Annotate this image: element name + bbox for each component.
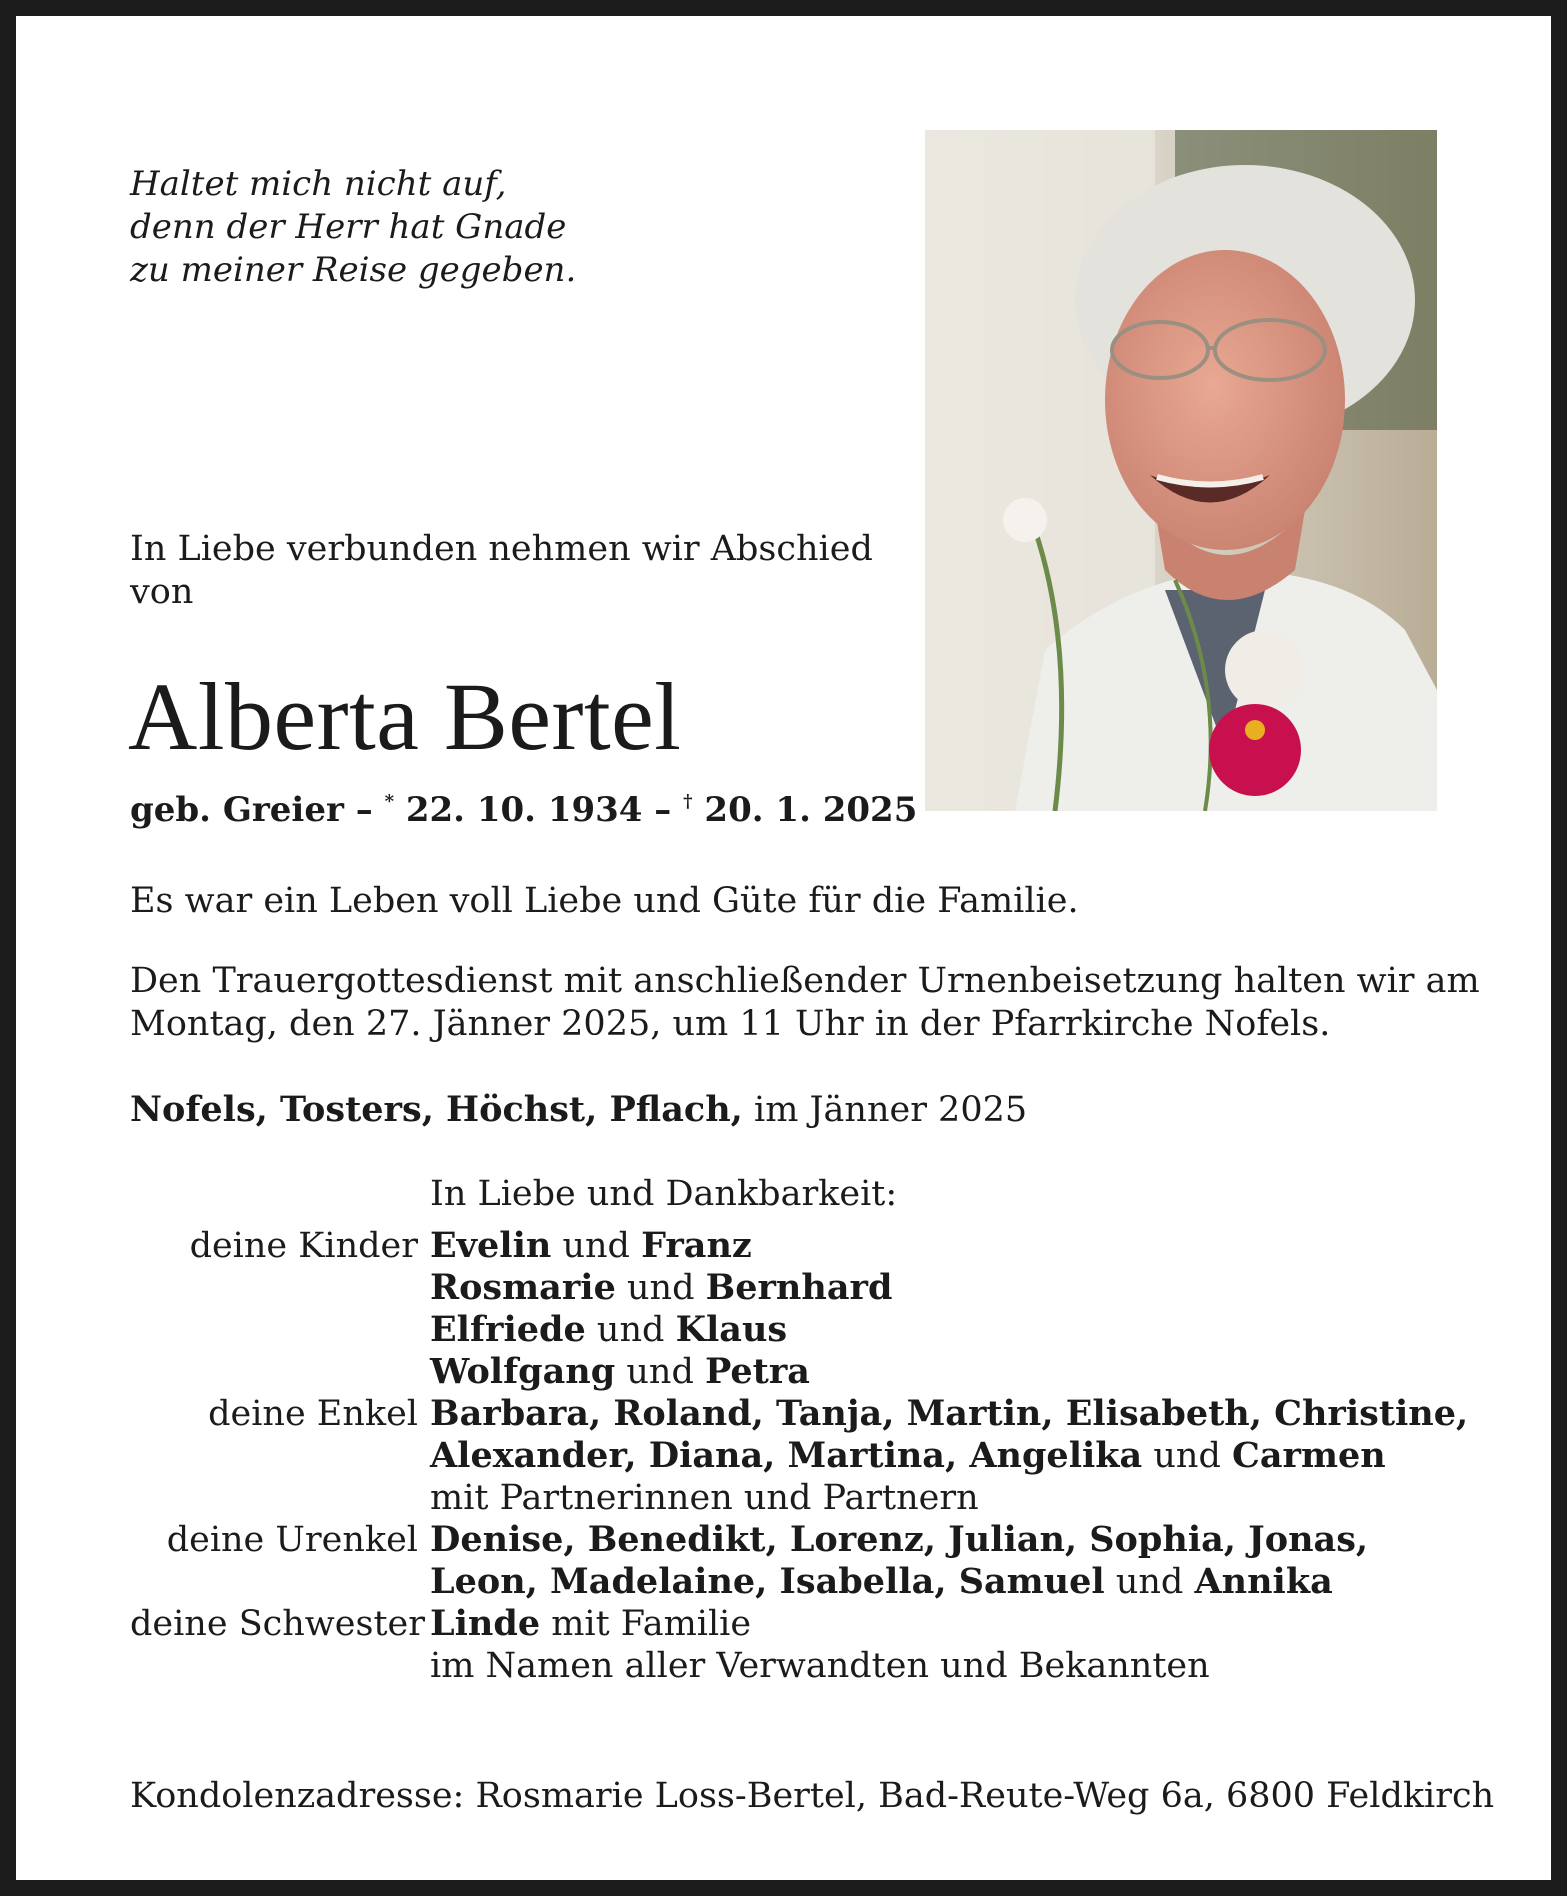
partner-name: Klaus xyxy=(675,1309,788,1350)
service-announcement xyxy=(130,960,1480,1046)
partner-name: Petra xyxy=(705,1351,810,1392)
grandchildren-names: Alexander, Diana, Martina, Angelika xyxy=(430,1435,1143,1476)
intro-text xyxy=(130,528,890,614)
life-statement: Es war ein Leben voll Liebe und Güte für die Familie. xyxy=(130,881,1079,921)
children-group xyxy=(130,1225,1450,1393)
child-name: Elfriede xyxy=(430,1309,586,1350)
child-name: Evelin xyxy=(430,1225,552,1266)
condolence-address: Kondolenzadresse: Rosmarie Loss-Bertel, Bad-Reute-Weg 6a, 6800 Feldkirch xyxy=(130,1776,1495,1816)
locations: Nofels, Tosters, Höchst, Pflach, xyxy=(130,1089,743,1130)
motto-line: denn der Herr hat Gnade xyxy=(130,207,567,247)
closing-line: im Namen aller Verwandten und Bekannten xyxy=(430,1646,1210,1686)
grandchild-name: Carmen xyxy=(1232,1435,1386,1476)
conjunction: und xyxy=(1115,1562,1184,1602)
child-couple xyxy=(430,1309,1450,1351)
motto-quote xyxy=(130,163,830,292)
intro-line: In Liebe verbunden nehmen wir Abschied xyxy=(130,529,873,569)
sister-line xyxy=(430,1603,1450,1645)
sister-label: deine Schwester xyxy=(130,1604,425,1644)
conjunction: und xyxy=(626,1352,694,1392)
sister-suffix: mit Familie xyxy=(551,1604,752,1644)
grandchildren-label: deine Enkel xyxy=(208,1394,418,1434)
partner-name: Bernhard xyxy=(705,1267,893,1308)
conjunction: und xyxy=(1153,1436,1221,1476)
mourners-heading: In Liebe und Dankbarkeit: xyxy=(430,1174,898,1214)
grandchildren-group xyxy=(130,1393,1469,1519)
mourners-list xyxy=(130,1225,1469,1687)
birth-symbol: * xyxy=(384,791,395,812)
place-date-line xyxy=(130,1088,1450,1132)
great-grandchild-name: Annika xyxy=(1194,1561,1333,1602)
sister-group xyxy=(130,1603,1450,1687)
grandchildren-partners: mit Partnerinnen und Partnern xyxy=(430,1478,979,1518)
children-label: deine Kinder xyxy=(189,1226,418,1266)
motto-line: zu meiner Reise gegeben. xyxy=(130,250,577,290)
portrait-photo xyxy=(925,130,1437,811)
service-line: Den Trauergottesdienst mit anschließender Urnenbeisetzung halten wir am xyxy=(130,961,1480,1001)
conjunction: und xyxy=(596,1310,665,1350)
intro-line: von xyxy=(130,572,194,612)
birth-name: geb. Greier xyxy=(130,790,344,830)
great-grandchildren-names: Leon, Madelaine, Isabella, Samuel xyxy=(430,1561,1105,1602)
child-name: Wolfgang xyxy=(430,1351,616,1392)
birth-date: 22. 10. 1934 xyxy=(405,790,643,830)
grandchildren-line xyxy=(430,1435,1468,1477)
service-line: Montag, den 27. Jänner 2025, um 11 Uhr in der Pfarrkirche Nofels. xyxy=(130,1004,1331,1044)
child-couple xyxy=(430,1351,1450,1393)
place-date: im Jänner 2025 xyxy=(754,1090,1028,1130)
child-couple xyxy=(430,1267,1450,1309)
portrait-illustration xyxy=(925,130,1437,811)
sister-name: Linde xyxy=(430,1603,541,1644)
grandchildren-line: Barbara, Roland, Tanja, Martin, Elisabeth, Christine, xyxy=(430,1393,1469,1434)
partner-name: Franz xyxy=(641,1225,752,1266)
life-dates: geb. Greier – * 22. 10. 1934 – † 20. 1. 2025 xyxy=(130,790,918,830)
great-grandchildren-group xyxy=(130,1519,1450,1603)
child-couple xyxy=(430,1225,1450,1267)
great-grandchildren-line xyxy=(430,1561,1450,1603)
motto-line: Haltet mich nicht auf, xyxy=(130,164,507,204)
deceased-name: Alberta Bertel xyxy=(128,663,682,770)
death-date: 20. 1. 2025 xyxy=(704,790,918,830)
death-symbol: † xyxy=(683,791,693,812)
conjunction: und xyxy=(562,1226,630,1266)
child-name: Rosmarie xyxy=(430,1267,616,1308)
conjunction: und xyxy=(627,1268,695,1308)
great-grandchildren-label: deine Urenkel xyxy=(166,1520,418,1560)
great-grandchildren-line: Denise, Benedikt, Lorenz, Julian, Sophia, Jonas, xyxy=(430,1519,1369,1560)
